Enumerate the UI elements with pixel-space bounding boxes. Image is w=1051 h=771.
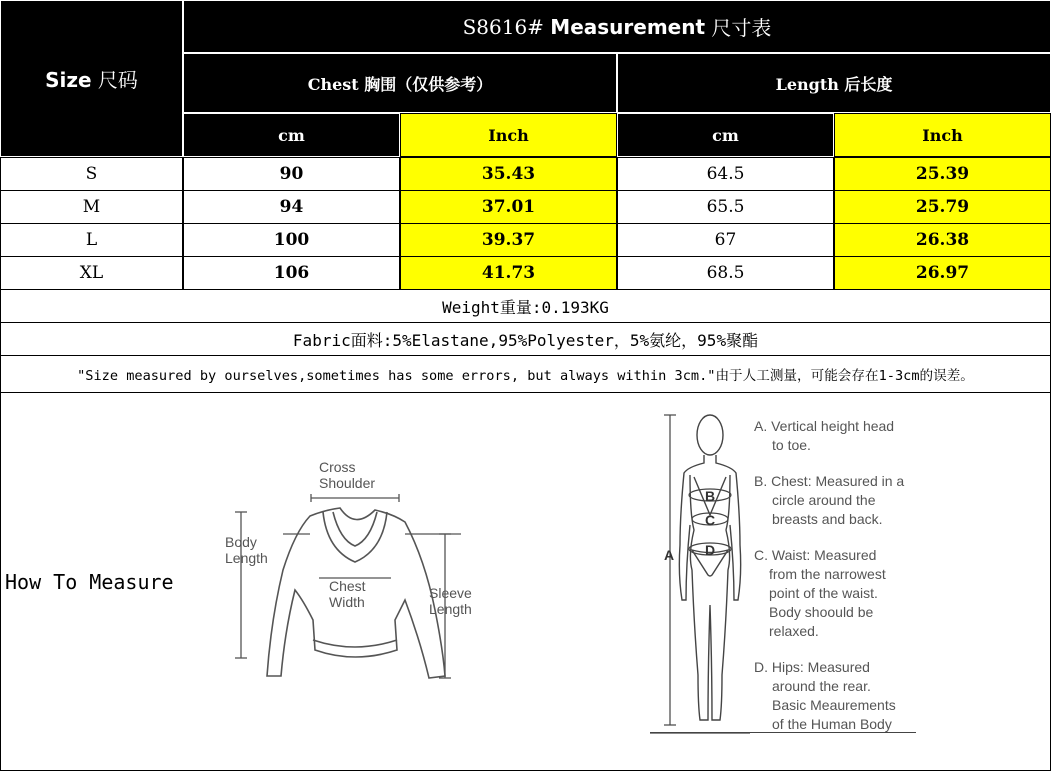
chest-label-2: Width	[329, 594, 365, 610]
body-diagram	[650, 405, 750, 735]
legend-b-1: B. Chest: Measured in a	[754, 473, 905, 489]
how-to-measure-label: How To Measure	[5, 570, 174, 594]
length-inch-cell: 25.79	[834, 190, 1051, 224]
length-inch-cell: 26.38	[834, 223, 1051, 257]
chest-inch-header: Inch	[400, 113, 617, 157]
length-cm-cell: 68.5	[617, 256, 834, 290]
fabric-row: Fabric面料:5%Elastane,95%Polyester，5%氨纶，95%聚酯	[0, 322, 1051, 356]
measure-legend	[754, 417, 934, 734]
legend-a-2: to toe.	[772, 437, 811, 453]
label-c: C	[705, 512, 716, 528]
legend-d-2: around the rear.	[772, 678, 871, 694]
size-cell: M	[0, 190, 183, 224]
size-cell: S	[0, 157, 183, 191]
length-inch-cell: 26.97	[834, 256, 1051, 290]
length-cm-cell: 67	[617, 223, 834, 257]
size-header-en: Size	[45, 68, 92, 92]
weight-row: Weight重量:0.193KG	[0, 289, 1051, 323]
chest-header: Chest 胸围（仅供参考）	[183, 53, 617, 113]
label-a: A	[664, 547, 675, 563]
table-title	[183, 0, 1051, 53]
title-cn: 尺寸表	[711, 16, 772, 40]
chest-inch-cell: 41.73	[400, 256, 617, 290]
chest-label-1: Chest	[329, 578, 366, 594]
legend-d-3: Basic Meaurements	[772, 697, 896, 713]
chest-cm-cell: 90	[183, 157, 400, 191]
body-label-2: Length	[225, 550, 268, 566]
length-inch-cell: 25.39	[834, 157, 1051, 191]
length-cm-cell: 64.5	[617, 157, 834, 191]
legend-c-5: relaxed.	[769, 623, 819, 639]
title-code: S8616#	[462, 14, 544, 39]
legend-c-2: from the narrowest	[769, 566, 886, 582]
length-cm-cell: 65.5	[617, 190, 834, 224]
label-b: B	[705, 488, 716, 504]
title-bold: Measurement	[550, 14, 706, 39]
size-header	[0, 0, 183, 157]
body-label-1: Body	[225, 534, 257, 550]
chest-cm-header: cm	[183, 113, 400, 157]
label-d: D	[705, 542, 716, 558]
human-figure-icon	[679, 415, 740, 720]
legend-c-4: Body shoould be	[769, 604, 874, 620]
sleeve-label-1: Sleeve	[429, 585, 472, 601]
cross-label-2: Shoulder	[319, 475, 376, 491]
chest-cm-cell: 100	[183, 223, 400, 257]
chest-inch-cell: 39.37	[400, 223, 617, 257]
garment-diagram	[215, 450, 485, 690]
length-inch-header: Inch	[834, 113, 1051, 157]
legend-d-4: of the Human Body	[772, 716, 892, 732]
size-cell: XL	[0, 256, 183, 290]
size-cell: L	[0, 223, 183, 257]
chest-inch-cell: 37.01	[400, 190, 617, 224]
note-row: "Size measured by ourselves,sometimes has some errors, but always within 3cm."由于人工测量，可能会存在1-3cm的误差。	[0, 355, 1051, 393]
cross-label-1: Cross	[319, 459, 356, 475]
chest-inch-cell: 35.43	[400, 157, 617, 191]
length-header: Length 后长度	[617, 53, 1051, 113]
length-cm-header: cm	[617, 113, 834, 157]
legend-b-2: circle around the	[772, 492, 876, 508]
sleeve-label-2: Length	[429, 601, 472, 617]
legend-b-3: breasts and back.	[772, 511, 883, 527]
chest-cm-cell: 94	[183, 190, 400, 224]
chest-cm-cell: 106	[183, 256, 400, 290]
size-header-cn: 尺码	[97, 68, 138, 92]
legend-d-1: D. Hips: Measured	[754, 659, 870, 675]
legend-a-1: A. Vertical height head	[754, 418, 895, 434]
legend-c-3: point of the waist.	[769, 585, 878, 601]
legend-c-1: C. Waist: Measured	[754, 547, 877, 563]
